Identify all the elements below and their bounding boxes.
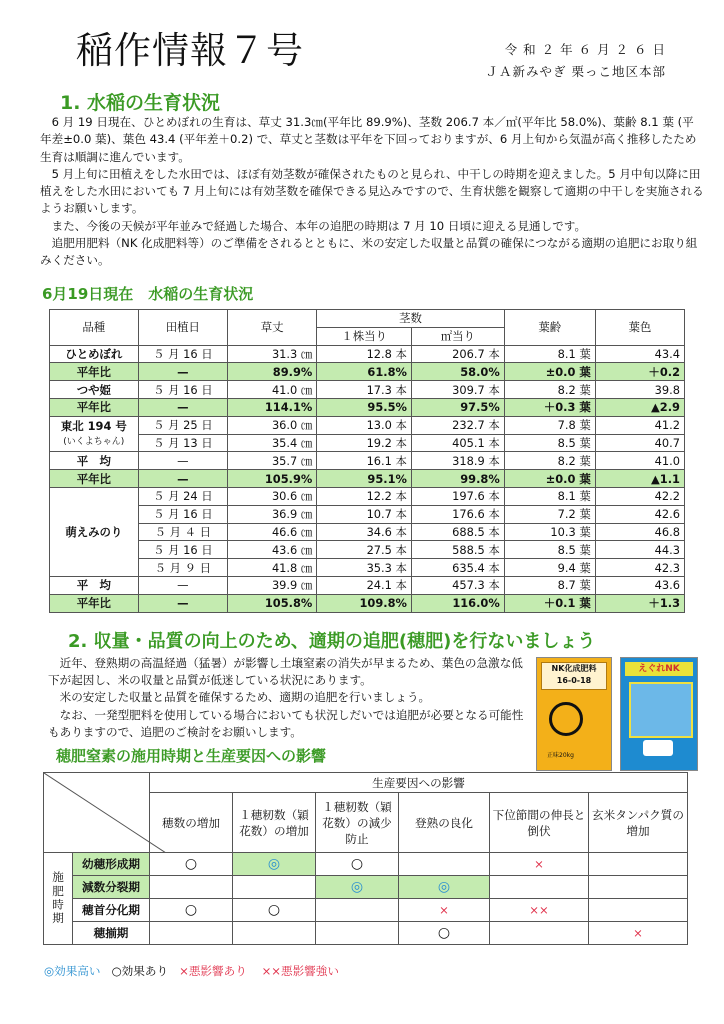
- table-row: [50, 541, 685, 559]
- effect-cell: [399, 853, 490, 876]
- planting-cell: ５ 月 25 日: [138, 416, 227, 434]
- per-m2-cell: 309.7 本: [411, 381, 504, 399]
- height-cell: 46.6 ㎝: [228, 523, 317, 541]
- table-row: [50, 398, 685, 416]
- header-variety: 品種: [50, 310, 139, 346]
- section1-body: [40, 114, 704, 270]
- bag-illustration: [629, 682, 693, 738]
- per-plant-cell: 95.1%: [317, 470, 412, 488]
- legend-high-effect: ◎効果高い: [44, 964, 101, 978]
- height-cell: 35.7 ㎝: [228, 452, 317, 470]
- effect-cell: ○: [399, 922, 490, 945]
- effect-cell: [150, 922, 233, 945]
- table-row: [50, 576, 685, 594]
- planting-cell: —: [138, 452, 227, 470]
- product-name: えぐれNK: [625, 662, 693, 676]
- issuing-organization: ＪＡ新みやぎ 栗っこ地区本部: [485, 64, 666, 79]
- height-cell: 41.8 ㎝: [228, 559, 317, 577]
- planting-cell: ５ 月 24 日: [138, 487, 227, 505]
- variety-cell: ひとめぼれ: [50, 345, 139, 363]
- column-header: １穂籾数（穎花数）の増加: [233, 793, 316, 853]
- variety-cell: 平年比: [50, 398, 139, 416]
- planting-cell: ５ 月 ９ 日: [138, 559, 227, 577]
- effect-cell: ○: [150, 853, 233, 876]
- effect-cell: [490, 922, 589, 945]
- ja-logo-icon: [549, 702, 583, 736]
- effect-cell: [233, 876, 316, 899]
- section2-paragraph: なお、一発型肥料を使用している場合においても状況しだいでは追肥が必要となる可能性もありますので、追肥のご検討をお願いします。: [48, 707, 524, 739]
- height-cell: 36.9 ㎝: [228, 505, 317, 523]
- table-row: [50, 470, 685, 488]
- leaf-color-cell: 42.6: [595, 505, 684, 523]
- per-m2-cell: 232.7 本: [411, 416, 504, 434]
- planting-cell: ５ 月 ４ 日: [138, 523, 227, 541]
- row-label: 穂首分化期: [73, 899, 150, 922]
- header-per-m2: ㎡当り: [411, 327, 504, 345]
- bag-label: [541, 662, 607, 690]
- planting-cell: ５ 月 16 日: [138, 541, 227, 559]
- variety-cell: 平 均: [50, 452, 139, 470]
- height-cell: 30.6 ㎝: [228, 487, 317, 505]
- leaf-color-cell: ＋1.3: [595, 594, 684, 612]
- leaf-color-cell: 42.2: [595, 487, 684, 505]
- column-header: 登熟の良化: [399, 793, 490, 853]
- diagonal-corner-cell: [44, 773, 150, 853]
- per-m2-cell: 176.6 本: [411, 505, 504, 523]
- leaf-age-cell: ±0.0 葉: [504, 470, 595, 488]
- leaf-age-cell: 8.7 葉: [504, 576, 595, 594]
- per-plant-cell: 61.8%: [317, 363, 412, 381]
- per-m2-cell: 58.0%: [411, 363, 504, 381]
- legend-very-bad: ××悪影響強い: [261, 964, 339, 978]
- ja-logo-icon: [643, 740, 673, 756]
- height-cell: 89.9%: [228, 363, 317, 381]
- growth-table: [49, 309, 685, 613]
- eguri-nk-bag-image: [620, 657, 698, 771]
- row-label: 減数分裂期: [73, 876, 150, 899]
- leaf-age-cell: 8.1 葉: [504, 345, 595, 363]
- table-row: [50, 345, 685, 363]
- effect-cell: [490, 876, 589, 899]
- per-m2-cell: 635.4 本: [411, 559, 504, 577]
- section1-heading: 1. 水稲の生育状況: [60, 92, 221, 114]
- height-cell: 36.0 ㎝: [228, 416, 317, 434]
- leaf-color-cell: 43.4: [595, 345, 684, 363]
- effect-cell: [589, 853, 688, 876]
- variety-cell: 平年比: [50, 470, 139, 488]
- variety-cell: 平年比: [50, 594, 139, 612]
- per-m2-cell: 206.7 本: [411, 345, 504, 363]
- header-height: 草丈: [228, 310, 317, 346]
- per-plant-cell: 27.5 本: [317, 541, 412, 559]
- header-stems: 茎数: [317, 310, 504, 328]
- effect-cell: ◎: [233, 853, 316, 876]
- effect-cell: [589, 899, 688, 922]
- document-title: 稲作情報７号: [76, 29, 304, 72]
- section1-paragraph: 5 月上旬に田植えをした水田では、ほぼ有効茎数が確保されたものと見られ、中干しの時期を迎えました。5 月中旬以降に田植えをした水田においても 7 月上旬には有効茎数を確保できる見込みですので、生育状態を観察して適期の中干しを実施されるようお願いします。: [40, 166, 704, 216]
- leaf-age-cell: 7.8 葉: [504, 416, 595, 434]
- table-row: [50, 594, 685, 612]
- header-leaf-age: 葉齢: [504, 310, 595, 346]
- variety-cell: 萌えみのり: [50, 487, 139, 576]
- product-formula: 16-0-18: [556, 676, 592, 685]
- planting-cell: —: [138, 398, 227, 416]
- growth-table-heading: 6月19日現在 水稲の生育状況: [42, 285, 254, 303]
- variety-name: 東北 194 号: [60, 419, 127, 434]
- effect-table: [43, 772, 688, 945]
- effect-table-heading: 穂肥窒素の施用時期と生産要因への影響: [56, 747, 327, 765]
- variety-nickname: (いくよちゃん): [63, 437, 125, 448]
- legend-effect: ○効果あり: [111, 964, 169, 978]
- table-row: [50, 434, 685, 452]
- planting-cell: ５ 月 16 日: [138, 345, 227, 363]
- per-plant-cell: 12.8 本: [317, 345, 412, 363]
- table-row: [50, 487, 685, 505]
- table-row: [50, 416, 685, 434]
- per-m2-cell: 457.3 本: [411, 576, 504, 594]
- effect-cell: [150, 876, 233, 899]
- per-plant-cell: 16.1 本: [317, 452, 412, 470]
- height-cell: 43.6 ㎝: [228, 541, 317, 559]
- planting-cell: —: [138, 594, 227, 612]
- per-m2-cell: 588.5 本: [411, 541, 504, 559]
- effect-cell: ◎: [399, 876, 490, 899]
- section1-paragraph: また、今後の天候が平年並みで経過した場合、本年の追肥の時期は 7 月 10 日頃に迎える見通しです。: [40, 218, 587, 233]
- per-m2-cell: 197.6 本: [411, 487, 504, 505]
- table-row: [50, 505, 685, 523]
- variety-cell: つや姫: [50, 381, 139, 399]
- effect-cell: ○: [316, 853, 399, 876]
- effect-cell: ×: [399, 899, 490, 922]
- per-plant-cell: 13.0 本: [317, 416, 412, 434]
- group-header: 生産要因への影響: [150, 773, 688, 793]
- leaf-age-cell: 8.5 葉: [504, 541, 595, 559]
- height-cell: 105.8%: [228, 594, 317, 612]
- effect-cell: [589, 876, 688, 899]
- table-row: [50, 452, 685, 470]
- per-plant-cell: 19.2 本: [317, 434, 412, 452]
- header-leaf-color: 葉色: [595, 310, 684, 346]
- height-cell: 35.4 ㎝: [228, 434, 317, 452]
- table-row: [50, 559, 685, 577]
- side-label: 施肥時期: [44, 853, 73, 945]
- row-label: 穂揃期: [73, 922, 150, 945]
- leaf-color-cell: ▲1.1: [595, 470, 684, 488]
- per-m2-cell: 99.8%: [411, 470, 504, 488]
- leaf-color-cell: 46.8: [595, 523, 684, 541]
- table-row: [50, 523, 685, 541]
- height-cell: 39.9 ㎝: [228, 576, 317, 594]
- per-m2-cell: 97.5%: [411, 398, 504, 416]
- per-m2-cell: 405.1 本: [411, 434, 504, 452]
- row-label: 幼穂形成期: [73, 853, 150, 876]
- diagonal-line: [44, 773, 166, 853]
- per-plant-cell: 24.1 本: [317, 576, 412, 594]
- table-row: [44, 876, 688, 899]
- leaf-age-cell: 7.2 葉: [504, 505, 595, 523]
- column-header: 玄米タンパク質の増加: [589, 793, 688, 853]
- legend-bad: ×悪影響あり: [179, 964, 247, 978]
- table-row: [50, 381, 685, 399]
- leaf-age-cell: 8.5 葉: [504, 434, 595, 452]
- variety-cell: 平 均: [50, 576, 139, 594]
- leaf-age-cell: 9.4 葉: [504, 559, 595, 577]
- leaf-color-cell: ＋0.2: [595, 363, 684, 381]
- height-cell: 105.9%: [228, 470, 317, 488]
- leaf-age-cell: ±0.0 葉: [504, 363, 595, 381]
- effect-cell: ×: [490, 853, 589, 876]
- variety-cell: 平年比: [50, 363, 139, 381]
- leaf-color-cell: 40.7: [595, 434, 684, 452]
- variety-cell: [50, 416, 139, 452]
- leaf-color-cell: 41.0: [595, 452, 684, 470]
- leaf-age-cell: 8.1 葉: [504, 487, 595, 505]
- leaf-color-cell: 44.3: [595, 541, 684, 559]
- effect-cell: ×: [589, 922, 688, 945]
- effect-cell: [316, 922, 399, 945]
- height-cell: 41.0 ㎝: [228, 381, 317, 399]
- leaf-color-cell: 42.3: [595, 559, 684, 577]
- leaf-color-cell: 43.6: [595, 576, 684, 594]
- column-header: 穂数の増加: [150, 793, 233, 853]
- table-row: [44, 899, 688, 922]
- section2-paragraph: 近年、登熟期の高温経過（猛暑）が影響し土壌窒素の消失が早まるため、葉色の急激な低下が起因し、米の収量と品質が低迷している状況にあります。: [48, 656, 523, 688]
- planting-cell: —: [138, 470, 227, 488]
- leaf-age-cell: 8.2 葉: [504, 381, 595, 399]
- product-weight: 正味20kg: [547, 752, 574, 759]
- per-plant-cell: 35.3 本: [317, 559, 412, 577]
- issue-date: 令 和 ２ 年 ６ 月 ２ ６ 日: [504, 42, 666, 57]
- height-cell: 31.3 ㎝: [228, 345, 317, 363]
- section2-body: [48, 655, 528, 741]
- per-plant-cell: 109.8%: [317, 594, 412, 612]
- per-plant-cell: 34.6 本: [317, 523, 412, 541]
- column-header: １穂籾数（穎花数）の減少防止: [316, 793, 399, 853]
- leaf-color-cell: 41.2: [595, 416, 684, 434]
- header-per-plant: １株当り: [317, 327, 412, 345]
- effect-cell: ○: [233, 899, 316, 922]
- per-m2-cell: 318.9 本: [411, 452, 504, 470]
- leaf-color-cell: ▲2.9: [595, 398, 684, 416]
- section1-paragraph: 追肥用肥料（NK 化成肥料等）のご準備をされるとともに、米の安定した収量と品質の確保につながる適期の追肥にお取り組みください。: [40, 236, 698, 268]
- per-plant-cell: 17.3 本: [317, 381, 412, 399]
- table-row: [44, 853, 688, 876]
- effect-cell: ○: [150, 899, 233, 922]
- section2-heading: 2. 収量・品質の向上のため、適期の追肥(穂肥)を行ないましょう: [68, 631, 596, 652]
- leaf-age-cell: 10.3 葉: [504, 523, 595, 541]
- effect-cell: ××: [490, 899, 589, 922]
- leaf-age-cell: ＋0.3 葉: [504, 398, 595, 416]
- planting-cell: —: [138, 576, 227, 594]
- table-row: [44, 922, 688, 945]
- planting-cell: ５ 月 13 日: [138, 434, 227, 452]
- effect-legend: [44, 963, 339, 979]
- height-cell: 114.1%: [228, 398, 317, 416]
- per-m2-cell: 116.0%: [411, 594, 504, 612]
- per-plant-cell: 95.5%: [317, 398, 412, 416]
- planting-cell: ５ 月 16 日: [138, 381, 227, 399]
- effect-cell: ◎: [316, 876, 399, 899]
- leaf-age-cell: 8.2 葉: [504, 452, 595, 470]
- per-plant-cell: 10.7 本: [317, 505, 412, 523]
- planting-cell: —: [138, 363, 227, 381]
- section1-paragraph: 6 月 19 日現在、ひとめぼれの生育は、草丈 31.3㎝(平年比 89.9%)、茎数 206.7 本／㎡(平年比 58.0%)、葉齢 8.1 葉 (平年差±0.0 葉)、葉色 43.4 (平年差＋0.2) で、草丈と茎数は平年を下回っておりますが、6 月上旬から気温が高く推移したため生育は順調に進んでいます。: [40, 115, 697, 164]
- planting-cell: ５ 月 16 日: [138, 505, 227, 523]
- nk-fertilizer-bag-image: [536, 657, 612, 771]
- column-header: 下位節間の伸長と倒伏: [490, 793, 589, 853]
- leaf-color-cell: 39.8: [595, 381, 684, 399]
- effect-cell: [316, 899, 399, 922]
- leaf-age-cell: ＋0.1 葉: [504, 594, 595, 612]
- header-planting: 田植日: [138, 310, 227, 346]
- product-name: NK化成肥料: [551, 664, 597, 673]
- effect-cell: [233, 922, 316, 945]
- per-m2-cell: 688.5 本: [411, 523, 504, 541]
- section2-paragraph: 米の安定した収量と品質を確保するため、適期の追肥を行いましょう。: [48, 690, 431, 705]
- table-row: [50, 363, 685, 381]
- per-plant-cell: 12.2 本: [317, 487, 412, 505]
